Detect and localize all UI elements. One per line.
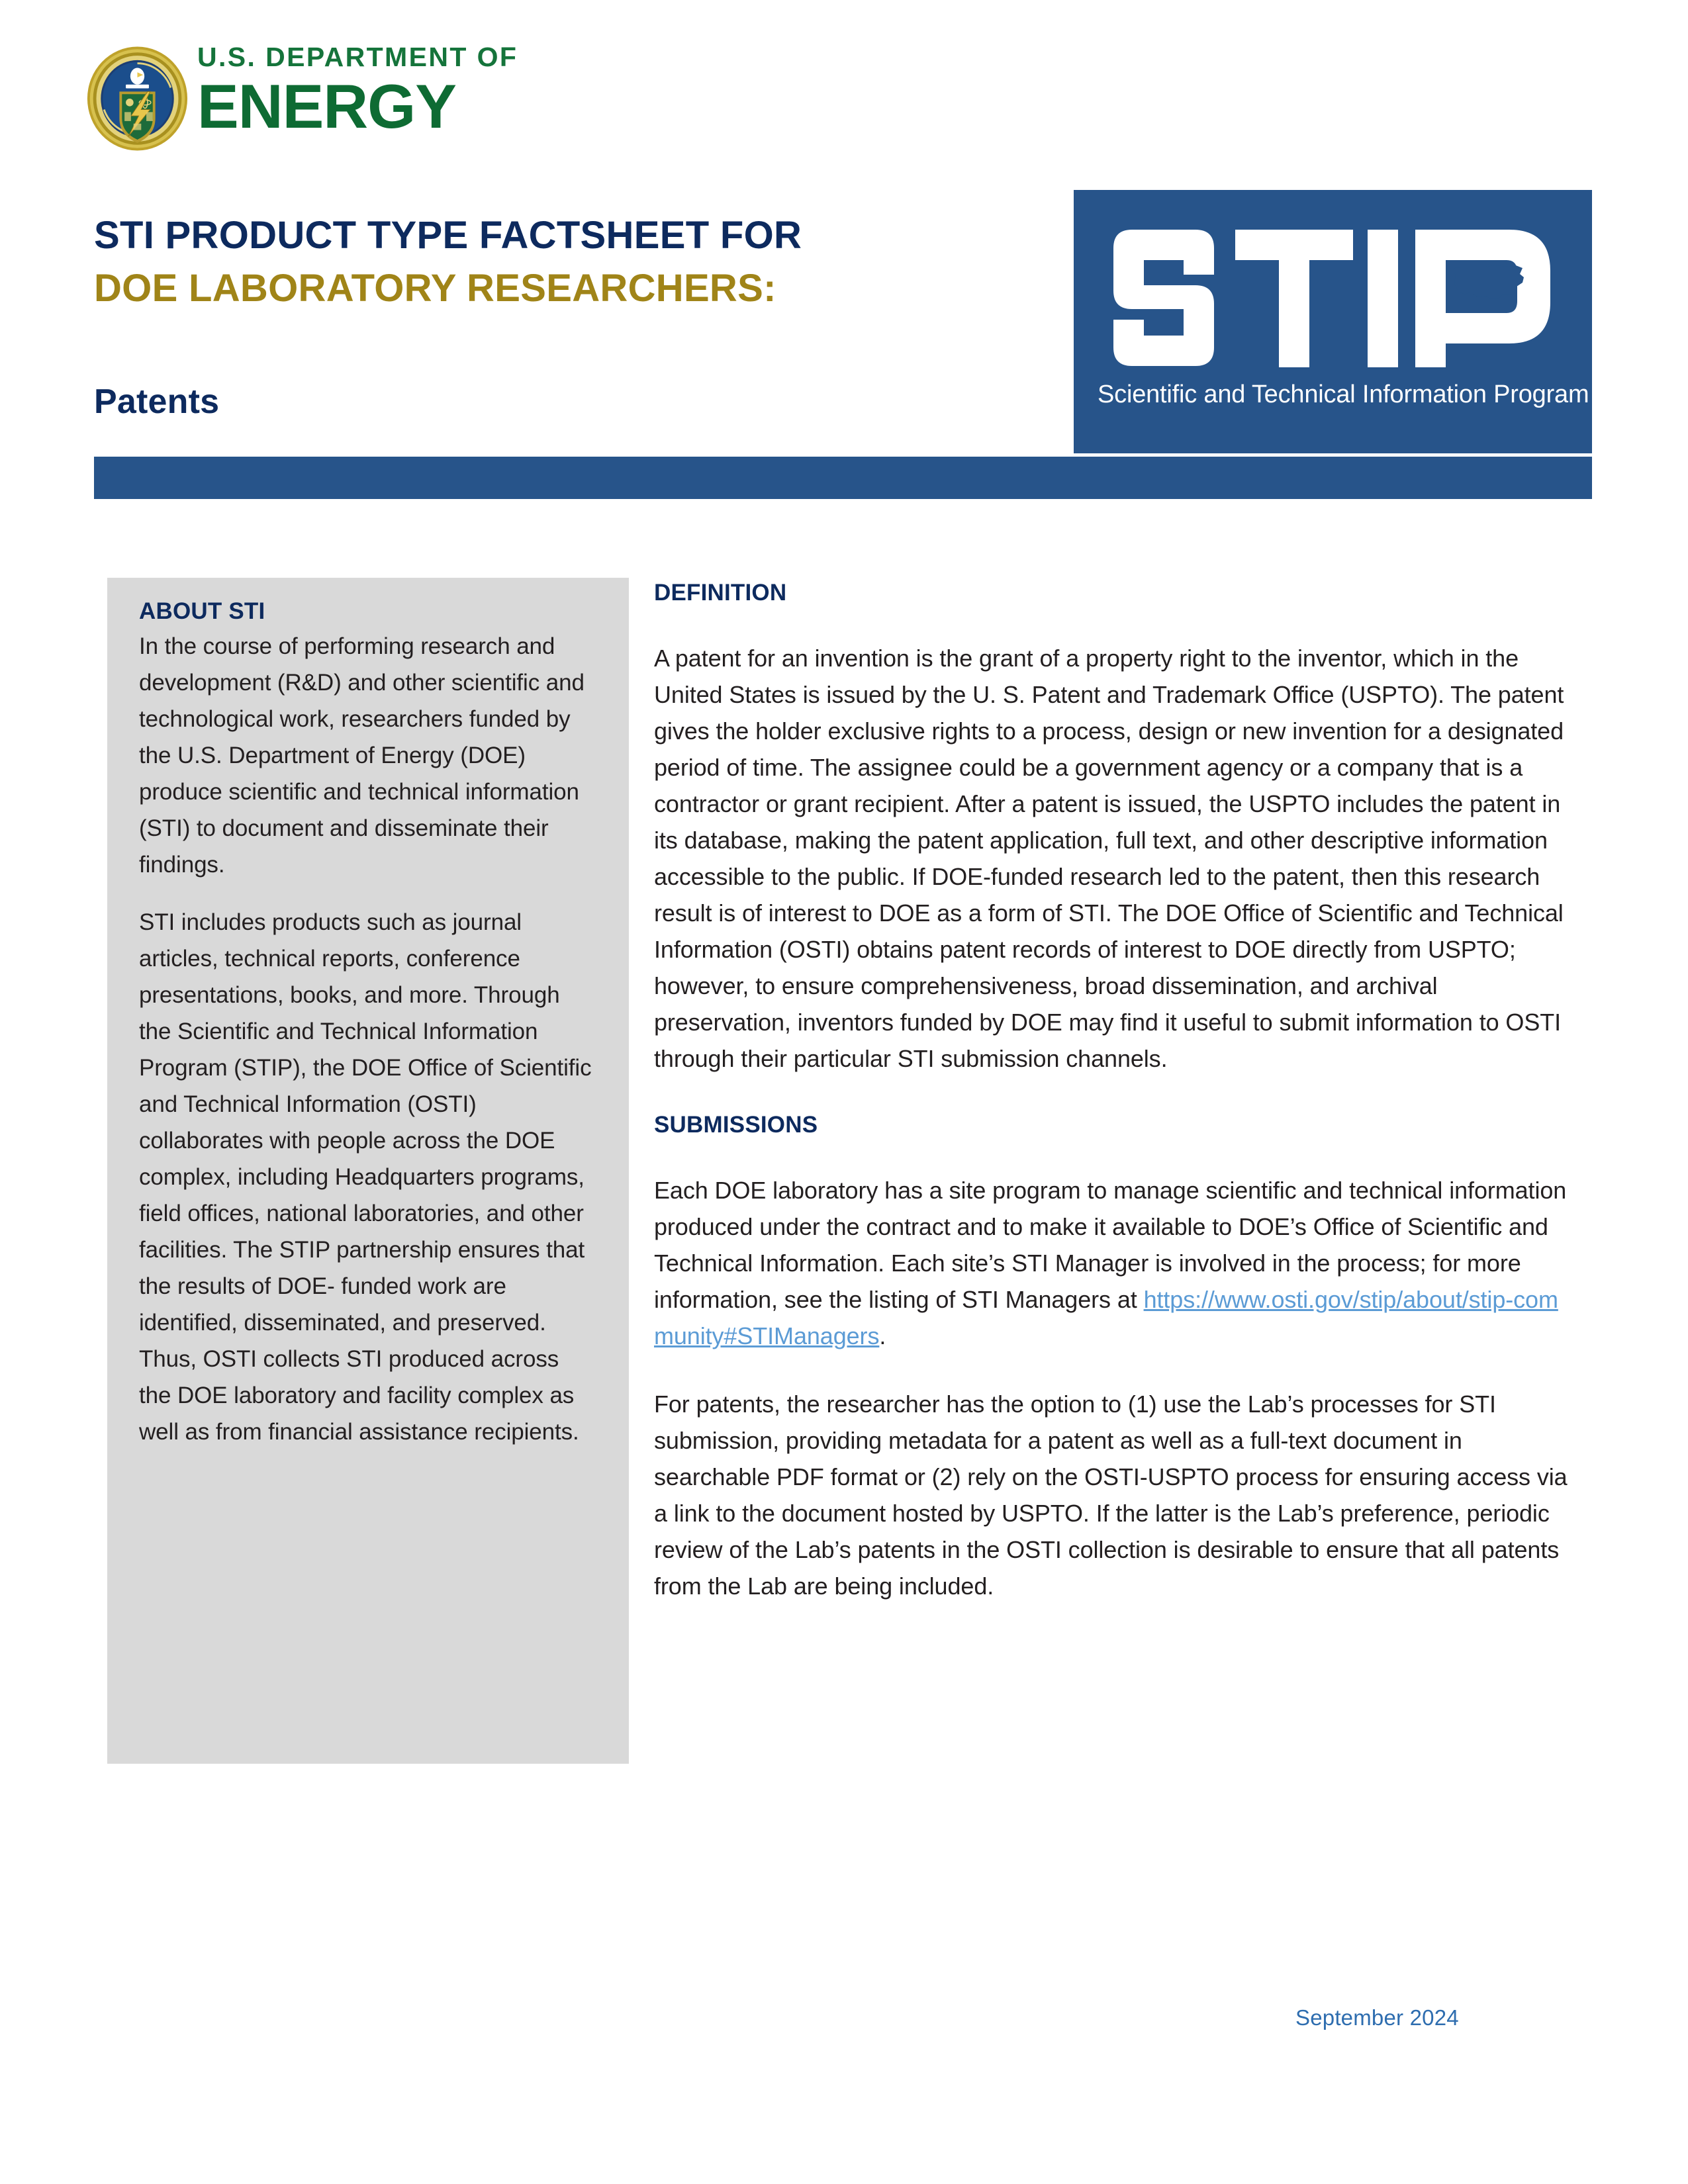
submissions-text-after-link: . xyxy=(879,1322,886,1349)
product-type-heading: Patents xyxy=(94,383,220,421)
doe-agency-line2: ENERGY xyxy=(197,71,456,141)
title-line-1: STI PRODUCT TYPE FACTSHEET FOR xyxy=(94,214,802,257)
submissions-paragraph-2: For patents, the researcher has the option to (1) use the Lab’s processes for STI submission, providing metadata for a patent as well as a full-text document in searchable PDF format or (2) rely on the OSTI-USPTO process for ensuring access via a link to the document hosted by USPTO. If the latter is the Lab’s preference, periodic review of the Lab’s patents in the OSTI collection is desirable to ensure that all patents from the Lab are being included. xyxy=(654,1390,1568,1600)
stip-logo xyxy=(1074,190,1592,453)
definition-heading: DEFINITION xyxy=(654,580,787,606)
doe-agency-line1: U.S. DEPARTMENT OF xyxy=(197,42,518,72)
definition-body: A patent for an invention is the grant of a property right to the inventor, which in the United States is issued by the U. S. Patent and Trademark Office (USPTO). The patent gives the holder exclusive rights to a process, design or new invention for a designated period of time. The assignee could be a government agency or a company that is a contractor or grant recipient. After a patent is issued, the USPTO includes the patent in its database, making the patent application, full text, and other descriptive information accessible to the public. If DOE-funded research led to the patent, then this research result is of interest to DOE as a form of STI. The DOE Office of Scientific and Technical Information (OSTI) obtains patent records of interest to DOE directly from USPTO; however, to ensure comprehensiveness, broad dissemination, and archival preservation, inventors funded by DOE may find it useful to submit information to OSTI through their particular STI submission channels. xyxy=(654,645,1564,1072)
sti-managers-link[interactable]: https://www.osti.gov/stip/about/stip-community#STIManagers xyxy=(654,1286,1558,1349)
doe-logo xyxy=(86,41,518,157)
doe-wordmark xyxy=(197,41,518,141)
page-title xyxy=(94,209,1034,315)
header-banner-bar xyxy=(94,457,1592,499)
about-sti-sidebar xyxy=(107,578,629,1764)
sidebar-paragraph-2: STI includes products such as journal articles, technical reports, conference presentations, books, and more. Through the Scientific and Technical Information Program (STIP), the DOE Office of Scientific and Technical Information (OSTI) collaborates with people across the DOE complex, including Headquarters programs, field offices, national laboratories, and other facilities. The STIP partnership ensures that the results of DOE- funded work are identified, disseminated, and preserved. Thus, OSTI collects STI produced across the DOE laboratory and facility complex as well as from financial assistance recipients. xyxy=(139,909,592,1445)
submissions-text-before-link: Each DOE laboratory has a site program to manage scientific and technical information produced under the contract and to make it available to DOE’s Office of Scientific and Technical Information. Each site’s STI Manager is involved in the process; for more information, see the listing of STI Managers at xyxy=(654,1177,1567,1313)
footer-date: September 2024 xyxy=(1295,2005,1459,2030)
sidebar-heading: ABOUT STI xyxy=(139,598,265,624)
main-content xyxy=(654,578,1574,1604)
submissions-paragraph-1 xyxy=(654,1172,1574,1354)
doe-seal-icon xyxy=(86,45,189,152)
title-line-2: DOE LABORATORY RESEARCHERS: xyxy=(94,267,776,310)
stip-tagline: Scientific and Technical Information Program xyxy=(1098,381,1589,408)
sidebar-paragraph-1: In the course of performing research and development (R&D) and other scientific and technological work, researchers funded by the U.S. Department of Energy (DOE) produce scientific and technical information (STI) to document and disseminate their findings. xyxy=(139,633,585,878)
stip-letters-icon xyxy=(1094,207,1583,373)
submissions-heading: SUBMISSIONS xyxy=(654,1112,818,1138)
